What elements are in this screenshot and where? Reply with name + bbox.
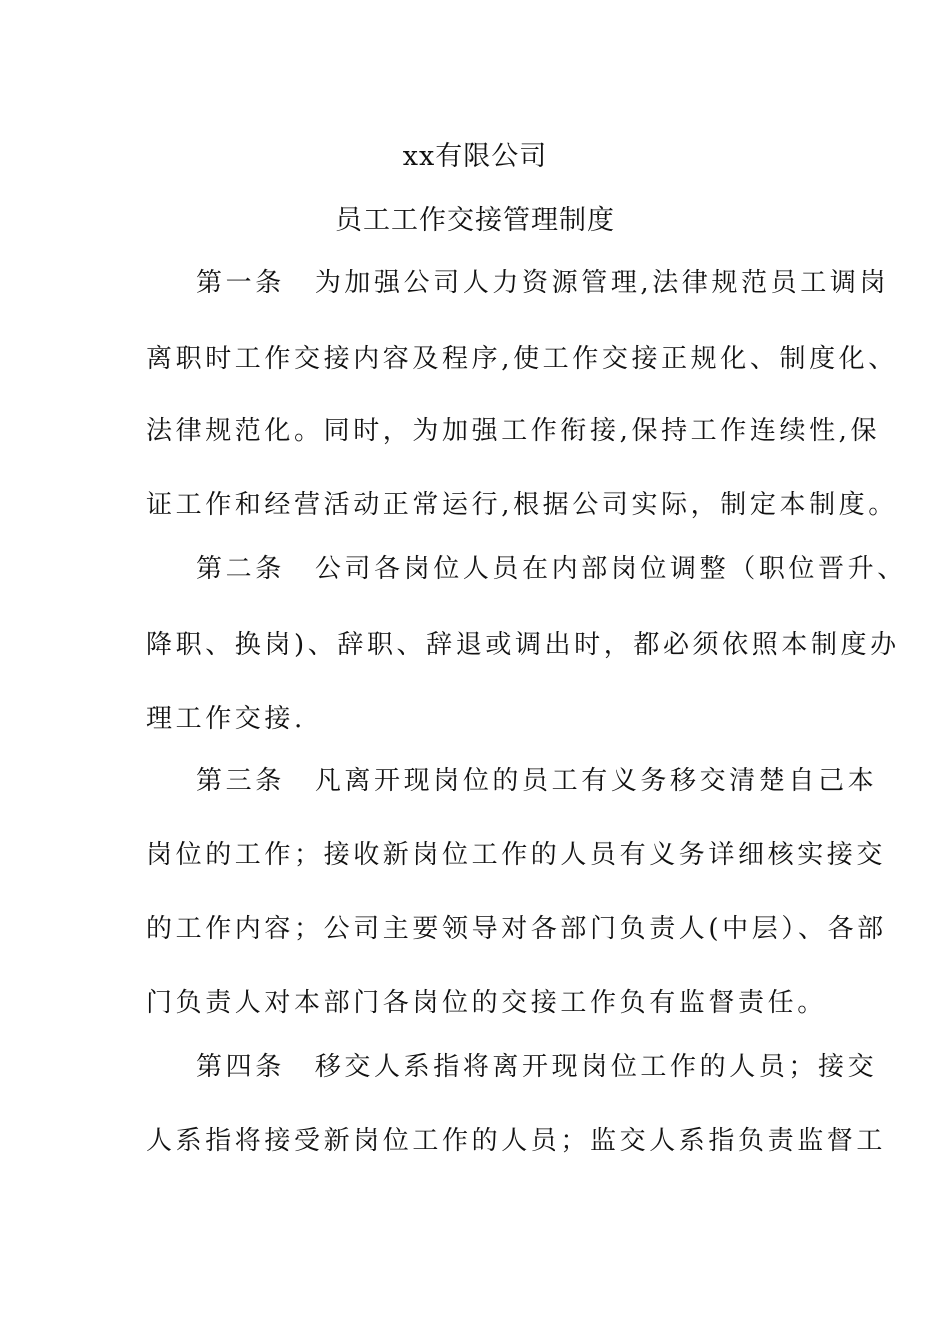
article-2-label: 第二条 — [196, 554, 285, 584]
article-1-line-3: 法律规范化。同时，为加强工作衔接,保持工作连续性,保 — [146, 416, 881, 446]
article-3-label: 第三条 — [196, 766, 285, 796]
article-2-first-line — [196, 548, 907, 585]
article-2-line-2: 降职、换岗)、辞职、辞退或调出时，都必须依照本制度办 — [146, 630, 900, 660]
document-title: 员工工作交接管理制度 — [335, 205, 615, 236]
article-2-line-3: 理工作交接. — [146, 704, 306, 734]
article-4-first-line — [196, 1046, 878, 1083]
article-3-line-1: 凡离开现岗位的员工有义务移交清楚自己本 — [314, 766, 878, 796]
article-3-line-4: 门负责人对本部门各岗位的交接工作负有监督责任。 — [146, 988, 827, 1018]
article-1-first-line — [196, 262, 890, 299]
company-name: xx有限公司 — [402, 141, 548, 172]
article-1-line-4: 证工作和经营活动正常运行,根据公司实际，制定本制度。 — [146, 490, 898, 520]
article-4-label: 第四条 — [196, 1052, 285, 1082]
article-3-first-line — [196, 760, 878, 797]
article-2-line-1: 公司各岗位人员在内部岗位调整（职位晋升、 — [314, 554, 907, 584]
article-1-label: 第一条 — [196, 268, 285, 298]
article-4-line-1: 移交人系指将离开现岗位工作的人员；接交 — [314, 1052, 878, 1082]
article-1-line-2: 离职时工作交接内容及程序,使工作交接正规化、制度化、 — [146, 344, 898, 374]
article-3-line-3: 的工作内容；公司主要领导对各部门负责人(中层）、各部 — [146, 914, 887, 944]
article-3-line-2: 岗位的工作；接收新岗位工作的人员有义务详细核实接交 — [146, 840, 887, 870]
article-4-line-2: 人系指将接受新岗位工作的人员；监交人系指负责监督工 — [146, 1126, 887, 1156]
article-1-line-1: 为加强公司人力资源管理,法律规范员工调岗 — [314, 268, 890, 298]
